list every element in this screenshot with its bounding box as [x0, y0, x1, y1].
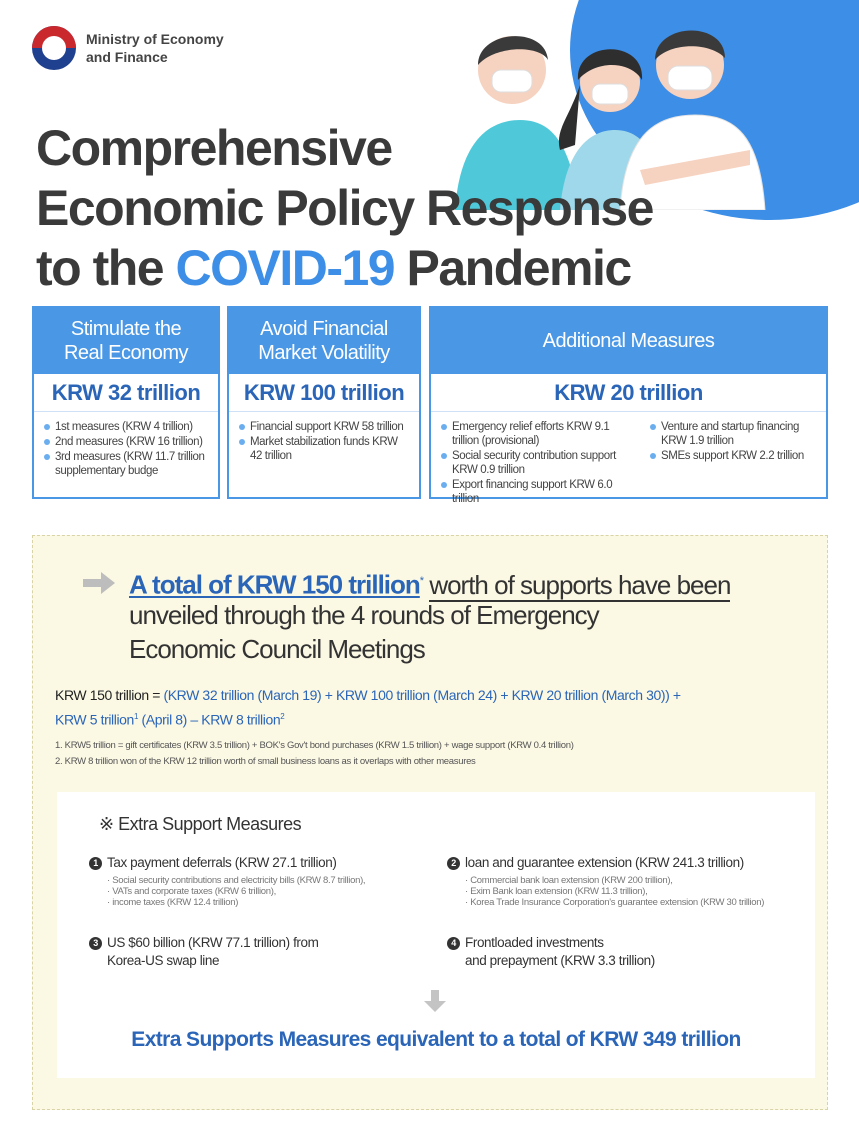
column-list-right [646, 412, 826, 507]
right-arrow-icon [83, 572, 115, 594]
column-amount: KRW 32 trillion [34, 374, 218, 412]
summary-box [32, 535, 828, 1110]
list-item: 3rd measures (KRW 11.7 trillion supplementary budge [44, 450, 210, 478]
number-badge-icon: 1 [89, 857, 102, 870]
extra-total: Extra Supports Measures equivalent to a total of KRW 349 trillion [131, 1028, 741, 1051]
column-list-left [431, 412, 646, 507]
extra-item-loan-extension: 2 loan and guarantee extension (KRW 241.3 trillion) · Commercial bank loan extension (KRW 200 trillion), · Exim Bank loan extension (KRW 11.3 trillion), · Korea Trade Insurance Corporation's guarantee extension (KRW 30 trillion) [447, 854, 764, 908]
footnote: 2. KRW 8 trillion won of the KRW 12 trillion worth of small business loans as it overlaps with other measures [55, 756, 476, 767]
title-highlight: COVID-19 [175, 240, 395, 296]
extra-title: ※ Extra Support Measures [99, 814, 302, 834]
footnote: 1. KRW5 trillion = gift certificates (KRW 3.5 trillion) + BOK's Gov't bond purchases (KRW 1.5 trillion) + wage support (KRW 0.4 trillion) [55, 740, 574, 751]
total-formula: KRW 150 trillion = (KRW 32 trillion (March 19) + KRW 100 trillion (March 24) + KRW 20 trillion (March 30)) + KRW 5 trillion$^1$ (April 8) – KRW 8 trillion$^2$ [55, 687, 681, 728]
column-heading: Additional Measures [431, 308, 826, 374]
list-item: Emergency relief efforts KRW 9.1 trillion (provisional) [441, 420, 638, 448]
taegeuk-logo-icon [32, 26, 76, 70]
footnotes [55, 738, 574, 770]
extra-item-swap-line: 3 US $60 billion (KRW 77.1 trillion) from Korea-US swap line [89, 934, 318, 970]
page-title: Comprehensive Economic Policy Response to the COVID-19 Pandemic [36, 120, 653, 296]
list-item: 1st measures (KRW 4 trillion) [44, 420, 210, 434]
summary-headline-line2: unveiled through the 4 rounds of Emergency [129, 600, 599, 630]
down-arrow-icon [424, 990, 446, 1012]
number-badge-icon: 4 [447, 937, 460, 950]
extra-item-tax-deferral: 1 Tax payment deferrals (KRW 27.1 trillion) · Social security contributions and electricity bills (KRW 8.7 trillion), · VATs and corporate taxes (KRW 6 trillion), · income taxes (KRW 12.4 trillion) [89, 854, 365, 908]
extra-item-frontloaded: 4 Frontloaded investments and prepayment (KRW 3.3 trillion) [447, 934, 655, 970]
column-list [34, 412, 218, 478]
summary-headline-line3: Economic Council Meetings [129, 634, 425, 664]
column-amount: KRW 20 trillion [431, 374, 826, 412]
list-item: Social security contribution support KRW 0.9 trillion [441, 449, 638, 477]
list-item: SMEs support KRW 2.2 trillion [650, 449, 818, 463]
number-badge-icon: 3 [89, 937, 102, 950]
ministry-name: Ministry of Economy and Finance [86, 31, 224, 65]
number-badge-icon: 2 [447, 857, 460, 870]
ministry-logo [32, 26, 224, 70]
list-item: Export financing support KRW 6.0 trillion [441, 478, 638, 506]
column-list [229, 412, 419, 463]
column-heading: Avoid Financial Market Volatility [229, 308, 419, 374]
extra-support-panel [57, 792, 815, 1078]
list-item: Venture and startup financing KRW 1.9 trillion [650, 420, 818, 448]
list-item: Financial support KRW 58 trillion [239, 420, 411, 434]
column-financial-market [227, 306, 421, 499]
summary-headline: A total of KRW 150 trillion* worth of supports have been [129, 569, 731, 600]
list-item: 2nd measures (KRW 16 trillion) [44, 435, 210, 449]
column-heading: Stimulate the Real Economy [34, 308, 218, 374]
column-additional-measures [429, 306, 828, 505]
column-amount: KRW 100 trillion [229, 374, 419, 412]
column-real-economy [32, 306, 220, 499]
list-item: Market stabilization funds KRW 42 trillion [239, 435, 411, 463]
